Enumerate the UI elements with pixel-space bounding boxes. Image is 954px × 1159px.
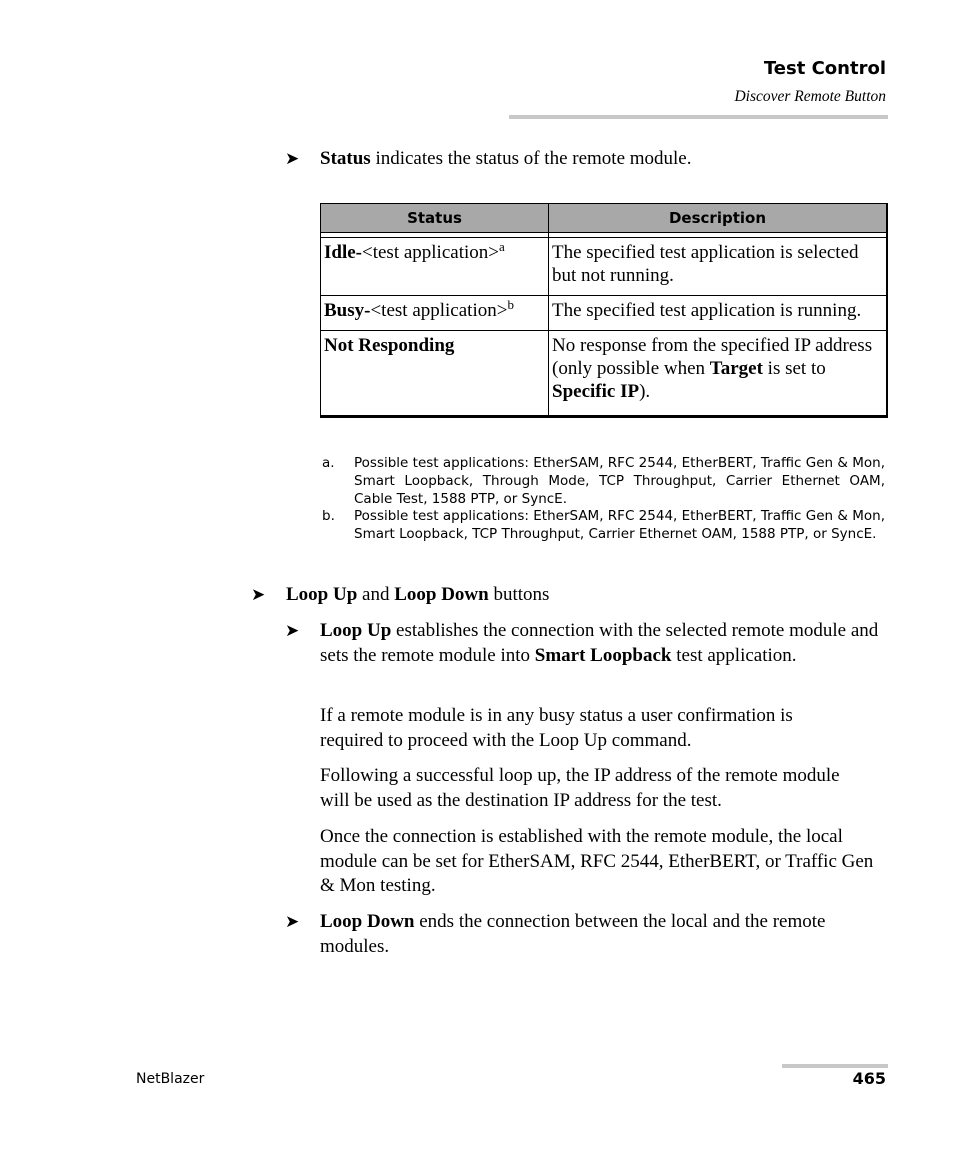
footnote-label: b. [322, 508, 335, 524]
loop-down-term: Loop Down [394, 584, 489, 605]
status-name: Busy- [324, 300, 371, 321]
table-header-status: Status [321, 204, 548, 233]
description-cell [548, 331, 886, 415]
page-number: 465 [852, 1069, 886, 1088]
footnote-ref: a [498, 239, 505, 254]
footnote-label: a. [322, 455, 335, 471]
bullet-arrow-icon: ➤ [251, 585, 266, 604]
footnote-ref: b [507, 297, 514, 312]
footnote-a [322, 454, 885, 508]
table-row [321, 296, 886, 331]
status-desc: indicates the status of the remote module. [370, 148, 692, 169]
section-title: Test Control [763, 58, 886, 79]
desc-text: No response from the specified IP address (only possible when [552, 335, 873, 379]
footnote-b [322, 507, 885, 543]
description-cell: The specified test application is selected but not running. [548, 238, 886, 296]
footer-rule [782, 1064, 888, 1068]
status-app: <test application> [362, 242, 499, 263]
status-bullet [285, 147, 888, 172]
loop-up-term: Loop Up [320, 620, 392, 641]
loop-down-bullet [285, 910, 860, 959]
footnote-text: Possible test applications: EtherSAM, RFC 2544, EtherBERT, Traffic Gen & Mon, Smart Loopback, Through Mode, TCP Throughput, Carrier Ethernet OAM, Cable Test, 1588 PTP, or SyncE. [354, 455, 885, 507]
table-row [321, 238, 886, 296]
paragraph-destination-ip: Following a successful loop up, the IP address of the remote module will be used as the destination IP address for the test. [320, 765, 840, 811]
bullet-arrow-icon: ➤ [285, 621, 300, 640]
buttons-text: buttons [488, 584, 550, 605]
loop-down-text: ends the connection between the local and the remote modules. [320, 911, 826, 957]
loop-up-text: establishes the connection with the selected remote module and sets the remote module into [320, 620, 879, 666]
section-subtitle: Discover Remote Button [734, 88, 886, 105]
loop-up-text: test application. [671, 644, 797, 666]
desc-term: Specific IP [552, 381, 640, 402]
table-row [321, 331, 886, 415]
status-table [320, 203, 888, 418]
smart-loopback-term: Smart Loopback [534, 644, 672, 666]
table-header-description: Description [548, 204, 886, 233]
loop-buttons-bullet [251, 583, 888, 608]
loop-up-term: Loop Up [286, 584, 358, 605]
status-cell [321, 331, 548, 415]
bullet-arrow-icon: ➤ [285, 149, 300, 168]
loop-down-term: Loop Down [320, 911, 415, 932]
status-term: Status [320, 148, 371, 169]
status-app: <test application> [370, 300, 508, 321]
connector-text: and [357, 584, 395, 605]
footnote-text: Possible test applications: EtherSAM, RFC 2544, EtherBERT, Traffic Gen & Mon, Smart Loopback, TCP Throughput, Carrier Ethernet OAM, 1588 PTP, or SyncE. [354, 508, 885, 542]
description-cell: The specified test application is running. [548, 296, 886, 331]
desc-text: ). [639, 381, 651, 402]
paragraph-local-module: Once the connection is established with the remote module, the local module can be set for EtherSAM, RFC 2544, EtherBERT, or Traffic Gen & Mon testing. [320, 826, 874, 896]
footer-product: NetBlazer [136, 1071, 205, 1087]
paragraph-busy-confirmation: If a remote module is in any busy status a user confirmation is required to proceed with the Loop Up command. [320, 705, 793, 751]
status-cell [321, 238, 548, 296]
status-cell [321, 296, 548, 331]
loop-up-bullet [285, 619, 880, 668]
desc-text: is set to [762, 358, 826, 379]
status-name: Not Responding [324, 335, 455, 356]
bullet-arrow-icon: ➤ [285, 912, 300, 931]
status-name: Idle- [324, 242, 362, 263]
header-rule [509, 115, 888, 119]
desc-term: Target [709, 358, 763, 379]
